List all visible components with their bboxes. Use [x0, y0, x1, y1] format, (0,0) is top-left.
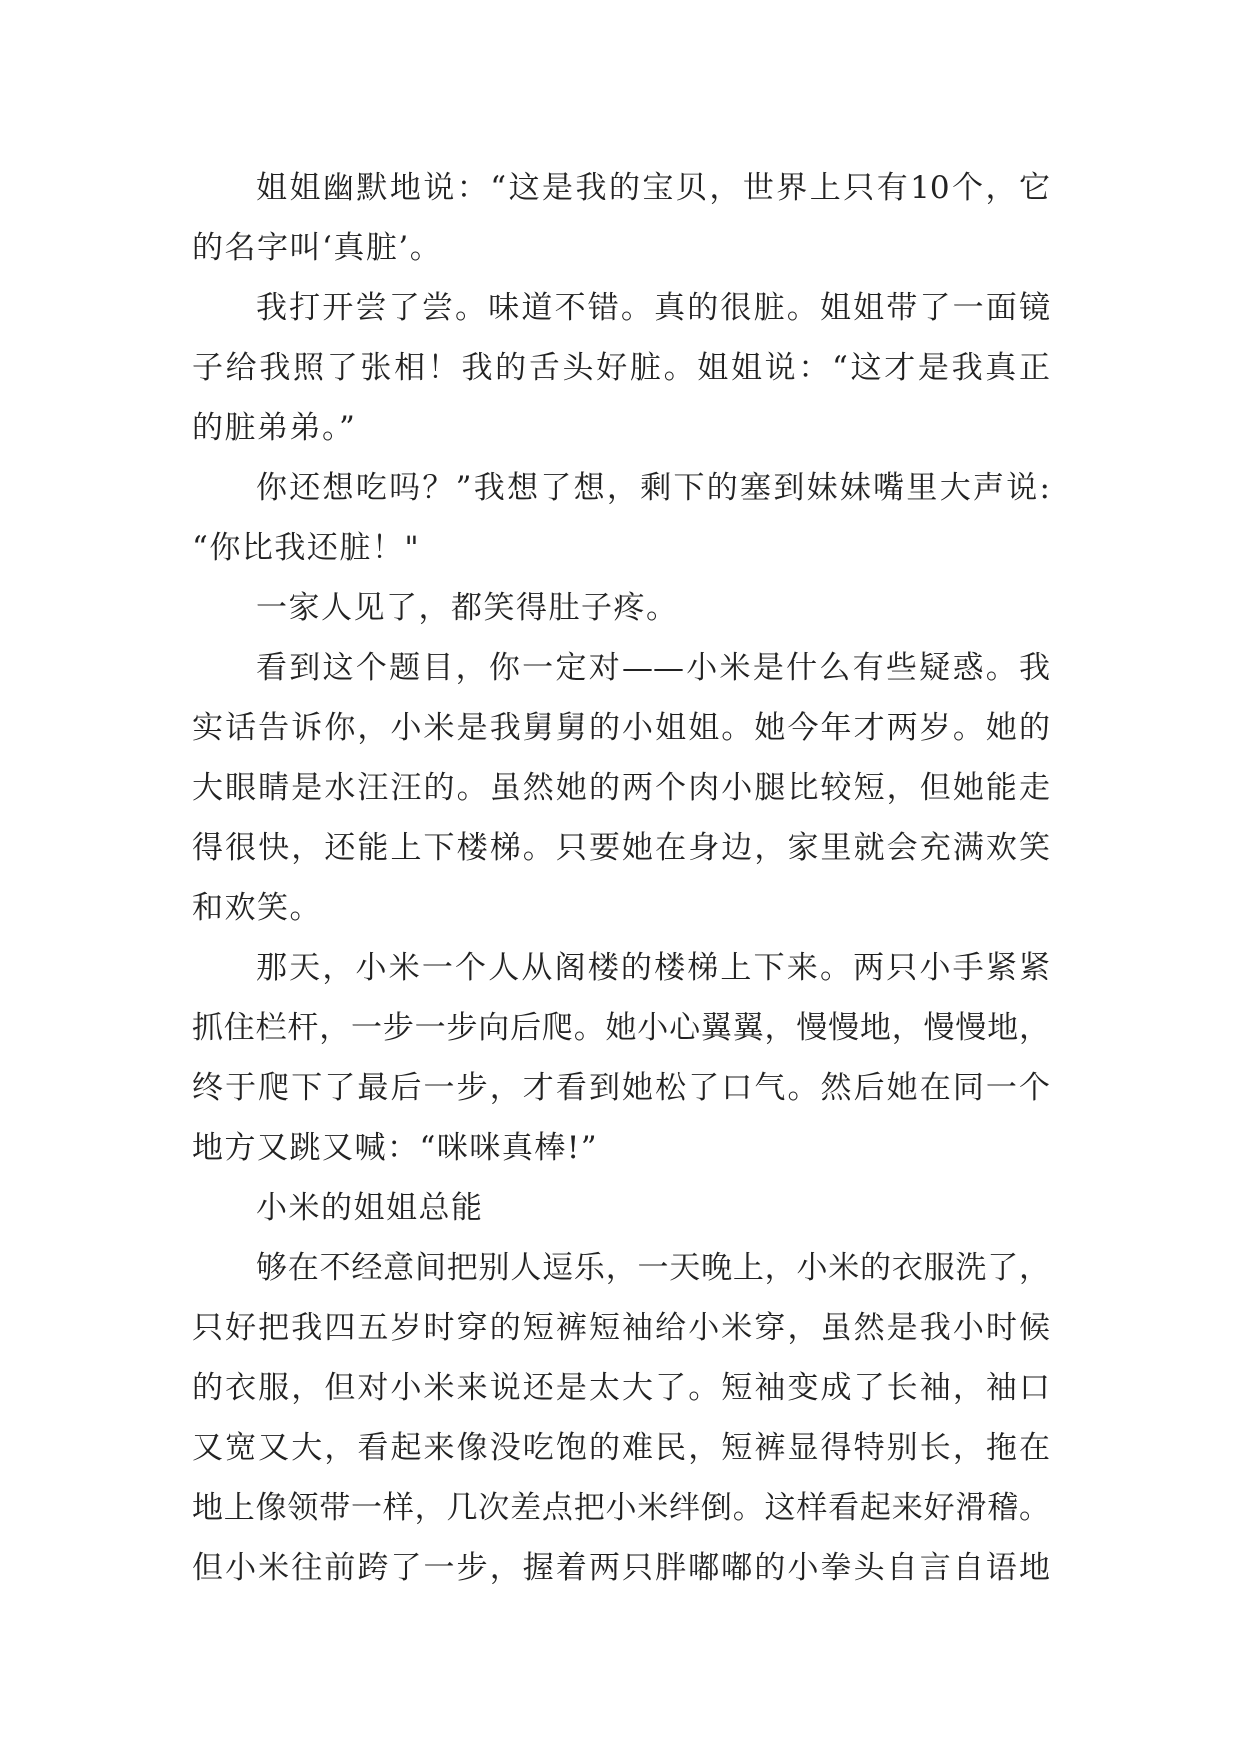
text-line: 实话告诉你，小米是我舅舅的小姐姐。她今年才两岁。她的 — [192, 710, 1050, 746]
text-line: 和欢笑。 — [192, 890, 322, 926]
text-line: 抓住栏杆，一步一步向后爬。她小心翼翼，慢慢地，慢慢地， — [192, 1010, 1050, 1046]
text-line: 的衣服，但对小米来说还是太大了。短袖变成了长袖，袖口 — [192, 1370, 1050, 1406]
text-line: 姐姐幽默地说：“这是我的宝贝，世界上只有10个，它 — [256, 170, 1050, 206]
text-line: 得很快，还能上下楼梯。只要她在身边，家里就会充满欢笑 — [192, 830, 1050, 866]
text-line: 大眼睛是水汪汪的。虽然她的两个肉小腿比较短，但她能走 — [192, 770, 1050, 806]
text-line: 够在不经意间把别人逗乐，一天晚上，小米的衣服洗了， — [256, 1250, 1050, 1286]
text-line: 那天，小米一个人从阁楼的楼梯上下来。两只小手紧紧 — [256, 950, 1050, 986]
text-line: 看到这个题目，你一定对——小米是什么有些疑惑。我 — [256, 650, 1050, 686]
text-line: 又宽又大，看起来像没吃饱的难民，短裤显得特别长，拖在 — [192, 1430, 1050, 1466]
body-text — [192, 158, 1050, 1598]
text-line: 只好把我四五岁时穿的短裤短袖给小米穿，虽然是我小时候 — [192, 1310, 1050, 1346]
text-line: 但小米往前跨了一步，握着两只胖嘟嘟的小拳头自言自语地 — [192, 1550, 1050, 1586]
text-line: 终于爬下了最后一步，才看到她松了口气。然后她在同一个 — [192, 1070, 1050, 1106]
text-line: 地上像领带一样，几次差点把小米绊倒。这样看起来好滑稽。 — [192, 1490, 1050, 1526]
text-line: 小米的姐姐总能 — [256, 1190, 484, 1226]
text-line: 的脏弟弟。” — [192, 410, 357, 446]
text-line: 你还想吃吗？”我想了想，剩下的塞到妹妹嘴里大声说: — [256, 470, 1050, 506]
text-line: 一家人见了，都笑得肚子疼。 — [256, 590, 679, 626]
text-line: “你比我还脏！" — [192, 530, 421, 566]
text-line: 我打开尝了尝。味道不错。真的很脏。姐姐带了一面镜 — [256, 290, 1050, 326]
text-line: 的名字叫‘真脏’。 — [192, 230, 443, 266]
text-line: 地方又跳又喊：“咪咪真棒!” — [192, 1130, 599, 1166]
text-line: 子给我照了张相！我的舌头好脏。姐姐说：“这才是我真正 — [192, 350, 1050, 386]
